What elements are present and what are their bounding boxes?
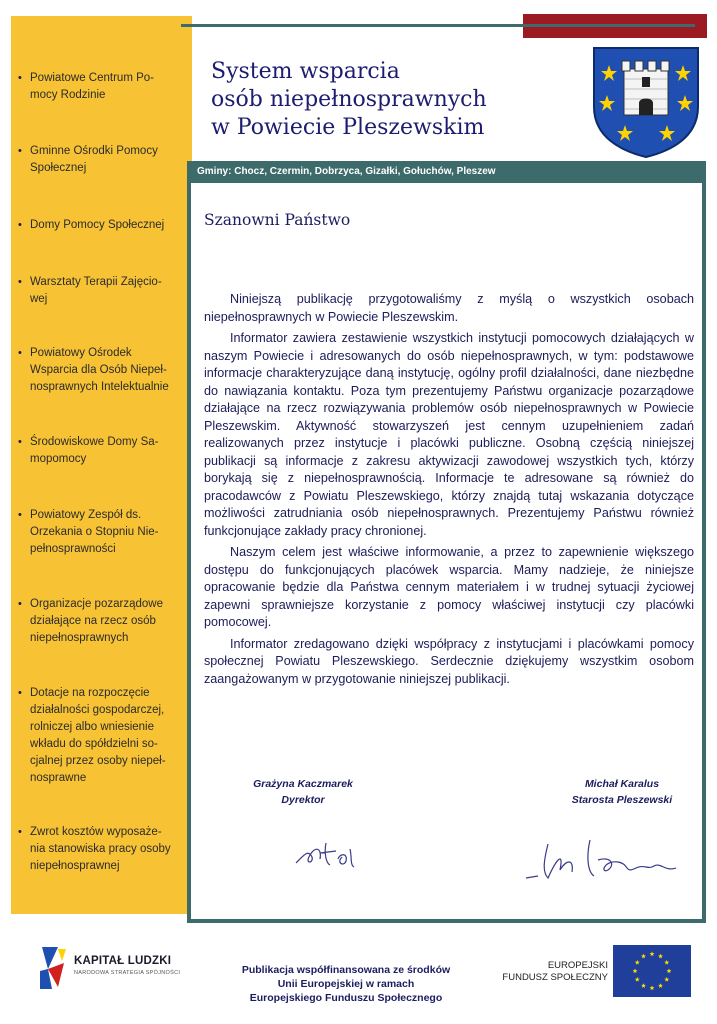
greeting: Szanowni Państwo	[204, 211, 351, 229]
paragraph: Informator zawiera zestawienie wszystkich instytucji pomocowych działających w naszym Powiecie i adresowanych do osób niepełnosprawnych, w tym: podstawowe informacje charakteryzujące daną instytucję, ogólny profil działalności, dane niezbędne do nawiązania kontaktu. Poza tym prezentujemy Państwu organizacje pozarządowe działające na rzecz rozwiązywania problemów osób niepełnosprawnych w Powiecie Pleszewskim. Aktywność stowarzyszeń jest cennym uzupełnieniem zadań realizowanych przez instytucje i placówki publiczne. Osobną częścią niniejszej publikacji są informacje z zakresu aktywizacji zawodowej wszystkich tych, którzy borykają się z niepełnosprawnością. Informacje te adresowane są również do pracodawców z Powiatu Pleszewskiego, którzy znajdą tutaj wskazania dotyczące możliwości zatrudniania osób niepełnosprawnych. Prezentujemy Państwu również funkcjonujące zakłady pracy chronionej.	[204, 331, 694, 538]
kapital-ludzki-icon	[38, 945, 70, 991]
sidebar-item-line: pełnosprawności	[30, 543, 116, 555]
sidebar-item-line: działające na rzecz osób	[30, 615, 156, 627]
sidebar-item-line: Powiatowy Ośrodek	[30, 347, 132, 359]
sidebar-list	[11, 16, 192, 914]
sidebar-item-line: niepełnosprawnych	[30, 632, 129, 644]
bullet-icon: •	[18, 276, 22, 288]
eu-flag-icon	[613, 945, 691, 997]
sidebar-item-line: mocy Rodzinie	[30, 89, 106, 101]
signatory-name: Michał Karalus	[584, 778, 660, 790]
title-line: w Powiecie Pleszewskim	[211, 115, 485, 140]
title-line: osób niepełnosprawnych	[211, 87, 487, 112]
sidebar-item-line: Orzekania o Stopniu Nie-	[30, 526, 159, 538]
sidebar-item	[11, 345, 192, 396]
signatory-role: Dyrektor	[281, 794, 325, 806]
paragraph: Niniejszą publikację przygotowaliśmy z myślą o wszystkich osobach niepełnosprawnych w Powiecie Pleszewskim.	[204, 292, 694, 324]
letter-body	[204, 291, 694, 692]
sidebar-item	[11, 434, 192, 468]
sidebar-item-line: nosprawnych Intelektualnie	[30, 381, 169, 393]
bullet-icon: •	[18, 436, 22, 448]
sidebar-item-line: Wsparcia dla Osób Niepeł-	[30, 364, 167, 376]
sidebar-item-line: Społecznej	[30, 162, 87, 174]
sidebar-item-line: wej	[30, 293, 48, 305]
signatory-right	[562, 776, 682, 808]
cofinancing-line: Publikacja współfinansowana ze środków	[241, 964, 451, 976]
sidebar-item	[11, 70, 192, 104]
accent-bar	[523, 14, 707, 38]
kl-subtitle: NARODOWA STRATEGIA SPÓJNOŚCI	[74, 970, 181, 976]
bullet-icon: •	[18, 826, 22, 838]
paragraph: Naszym celem jest właściwe informowanie, a przez to zapewnienie większego dostępu do funkcjonujących placówek wsparcia. Mamy nadzieje, że niniejsze opracowanie będzie dla Państwa cennym materiałem i w trudnej sytuacji życiowej zapewni sprawniejsze korzystanie z pomocy właściwej instytucji czy placówki pomocowej.	[204, 545, 694, 629]
sidebar-item	[11, 685, 192, 787]
signature-right-icon	[520, 830, 690, 890]
bullet-icon: •	[18, 145, 22, 157]
cofinancing-note	[215, 963, 477, 1005]
coat-of-arms-icon	[591, 45, 701, 159]
signatory-role: Starosta Pleszewski	[571, 794, 673, 806]
bullet-icon: •	[18, 219, 22, 231]
sidebar-item-line: Organizacje pozarządowe	[30, 598, 163, 610]
gminy-bar: Gminy: Chocz, Czermin, Dobrzyca, Gizałki, Gołuchów, Pleszew	[191, 161, 702, 183]
sidebar-item-line: nia stanowiska pracy osoby	[30, 843, 171, 855]
sidebar-item-line: wkładu do spółdzielni so-	[30, 738, 158, 750]
sidebar-item-line: Dotacje na rozpoczęcie	[30, 687, 150, 699]
sidebar-item	[11, 596, 192, 647]
bullet-icon: •	[18, 347, 22, 359]
sidebar-item	[11, 507, 192, 558]
title-line: System wsparcia	[211, 59, 400, 84]
sidebar	[11, 16, 192, 914]
sidebar-item-line: rolniczej albo wniesienie	[30, 721, 155, 733]
kapital-ludzki-logo	[38, 945, 188, 991]
efs-line: FUNDUSZ SPOŁECZNY	[502, 972, 608, 983]
sidebar-item-line: mopomocy	[30, 453, 87, 465]
signatory-name: Grażyna Kaczmarek	[253, 778, 353, 790]
sidebar-item-line: Warsztaty Terapii Zajęcio-	[30, 276, 162, 288]
bullet-icon: •	[18, 598, 22, 610]
sidebar-item	[11, 824, 192, 875]
sidebar-item	[11, 274, 192, 308]
cofinancing-line: Europejskiego Funduszu Społecznego	[249, 992, 443, 1004]
sidebar-item-line: cjalnej przez osoby niepeł-	[30, 755, 166, 767]
sidebar-item-line: niepełnosprawnej	[30, 860, 120, 872]
bullet-icon: •	[18, 687, 22, 699]
bullet-icon: •	[18, 72, 22, 84]
signature-left-icon	[290, 835, 370, 875]
sidebar-item-line: Domy Pomocy Społecznej	[30, 219, 165, 231]
kl-title: KAPITAŁ LUDZKI	[74, 955, 172, 967]
sidebar-item-line: Gminne Ośrodki Pomocy	[30, 145, 158, 157]
efs-label	[488, 960, 608, 984]
sidebar-item-line: nosprawne	[30, 772, 87, 784]
signatory-left	[243, 776, 363, 808]
sidebar-item-line: działalności gospodarczej,	[30, 704, 165, 716]
bullet-icon: •	[18, 509, 22, 521]
sidebar-item-line: Powiatowe Centrum Po-	[30, 72, 154, 84]
sidebar-item-line: Powiatowy Zespół ds.	[30, 509, 142, 521]
sidebar-item-line: Środowiskowe Domy Sa-	[30, 436, 159, 448]
efs-line: EUROPEJSKI	[547, 960, 608, 971]
paragraph: Informator zredagowano dzięki współpracy z instytucjami i placówkami pomocy społecznej Powiatu Pleszewskiego. Serdecznie dziękujemy wszystkim osobom zaangażowanym w przygotowanie niniejszej publikacji.	[204, 636, 694, 686]
sidebar-item	[11, 217, 192, 234]
sidebar-item-line: Zwrot kosztów wyposaże-	[30, 826, 162, 838]
page-title	[211, 58, 531, 142]
cofinancing-line: Unii Europejskiej w ramach	[277, 978, 415, 990]
sidebar-item	[11, 143, 192, 177]
